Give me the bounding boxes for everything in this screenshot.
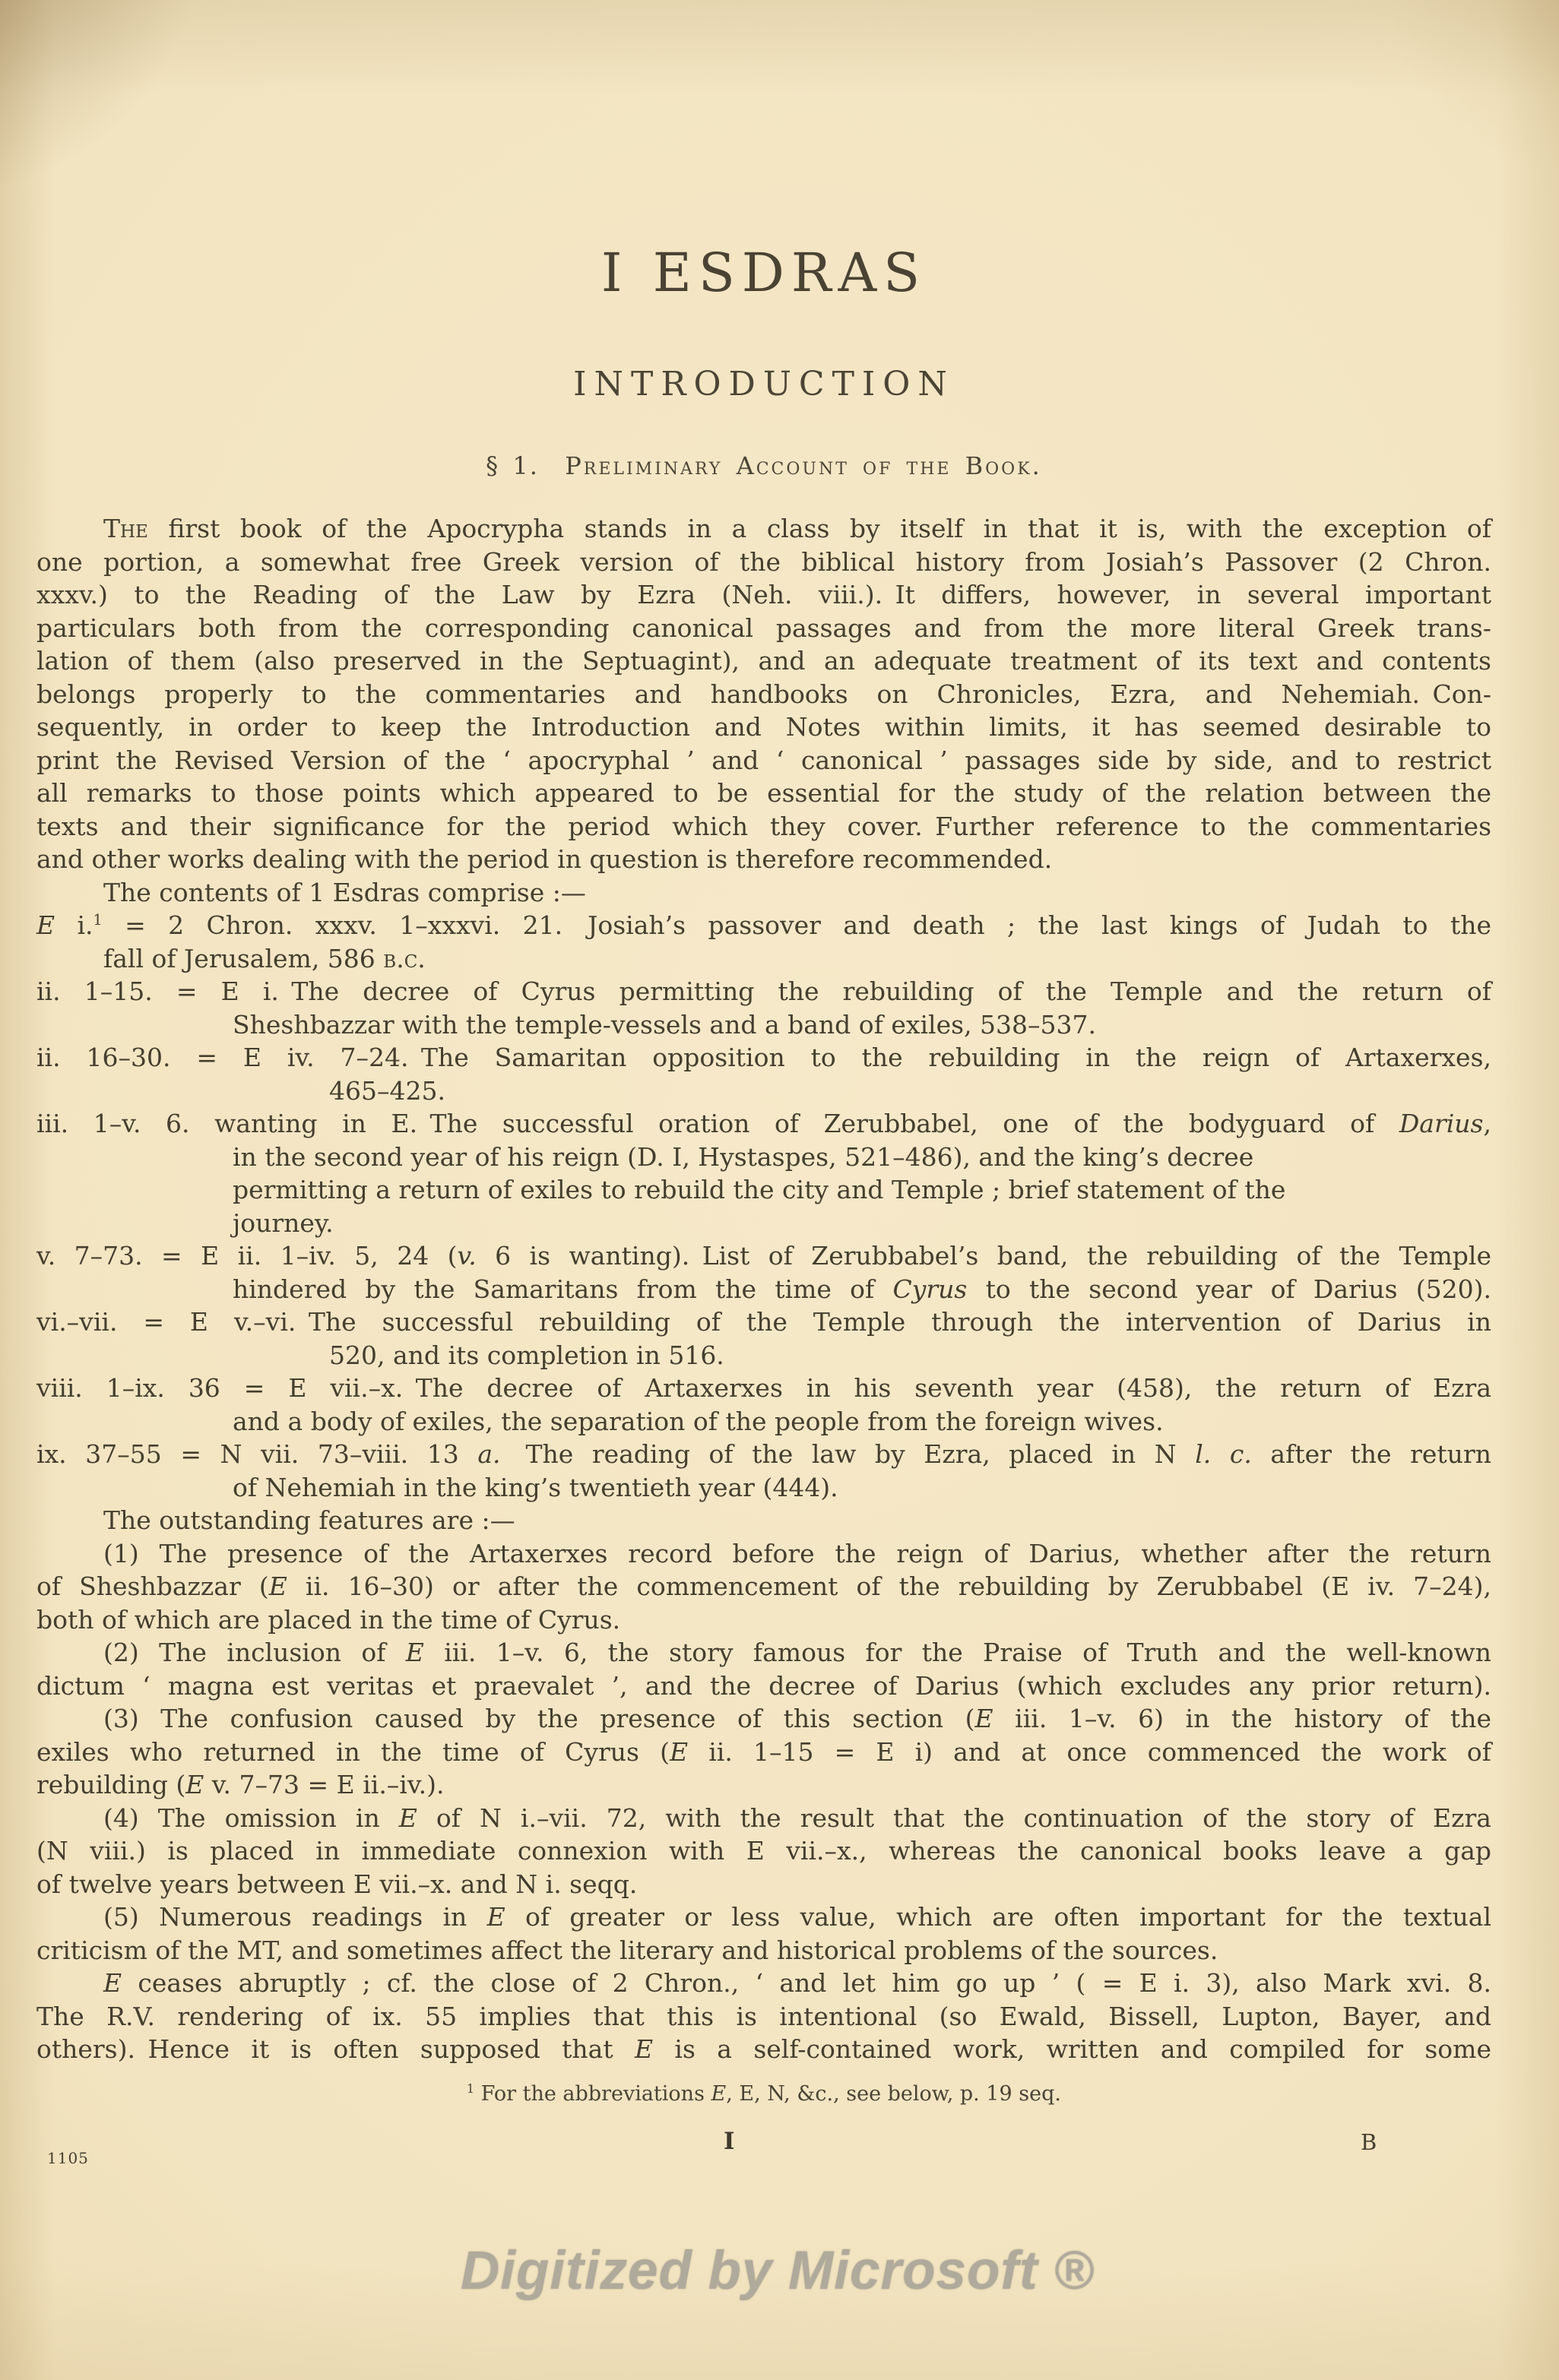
text-line: print the Revised Version of the ‘ apocryphal ’ and ‘ canonical ’ passages side by side, and to restrict — [36, 745, 1491, 775]
section-number: § 1. — [486, 451, 539, 480]
text-line: xxxv.) to the Reading of the Law by Ezra (Neh. viii.). It differs, however, in several important — [36, 580, 1491, 609]
page-title: I ESDRAS — [600, 242, 927, 304]
text-line: v. 7–73. = E ii. 1–iv. 5, 24 (v. 6 is wanting). List of Zerubbabel’s band, the rebuilding of the Temple — [36, 1241, 1491, 1271]
text-line: dictum ‘ magna est veritas et praevalet ’, and the decree of Darius (which excludes any prior return). — [36, 1670, 1491, 1701]
text-line: ii. 1–15. = E i. The decree of Cyrus permitting the rebuilding of the Temple and the return of — [36, 976, 1491, 1006]
body-text — [36, 512, 1491, 2066]
text-line: Sheshbazzar with the temple-vessels and a band of exiles, 538–537. — [233, 1009, 1097, 1040]
text-line: (2) The inclusion of E iii. 1–v. 6, the story famous for the Praise of Truth and the well-known — [103, 1638, 1491, 1667]
text-line: all remarks to those points which appeared to be essential for the study of the relation between the — [36, 778, 1491, 808]
page-subtitle: INTRODUCTION — [573, 365, 955, 404]
text-line: belongs properly to the commentaries and handbooks on Chronicles, Ezra, and Nehemiah. Con- — [36, 679, 1491, 709]
text-line: exiles who returned in the time of Cyrus (E ii. 1–15 = E i) and at once commenced the work of — [36, 1736, 1491, 1767]
text-line: (3) The confusion caused by the presence of this section (E iii. 1–v. 6) in the history of the — [103, 1704, 1491, 1733]
text-line: permitting a return of exiles to rebuild the city and Temple ; brief statement of the — [233, 1175, 1286, 1204]
text-line: 465–425. — [329, 1075, 445, 1106]
text-line: lation of them (also preserved in the Septuagint), and an adequate treatment of its text and contents — [36, 646, 1491, 676]
text-line: in the second year of his reign (D. I, Hystaspes, 521–486), and the king’s decree — [233, 1141, 1254, 1172]
text-line: viii. 1–ix. 36 = E vii.–x. The decree of Artaxerxes in his seventh year (458), the return of Ezra — [36, 1373, 1491, 1403]
text-line: vi.–vii. = E v.–vi. The successful rebuilding of the Temple through the intervention of Darius in — [36, 1307, 1491, 1337]
text-line: others). Hence it is often supposed that E is a self-contained work, written and compiled for some — [36, 2034, 1491, 2064]
text-line: (N viii.) is placed in immediate connexion with E vii.–x., whereas the canonical books leave a gap — [36, 1836, 1491, 1866]
text-line: ii. 16–30. = E iv. 7–24. The Samaritan opposition to the rebuilding in the reign of Artaxerxes, — [36, 1043, 1491, 1072]
section-title: Preliminary Account of the Book. — [565, 451, 1042, 480]
text-line: fall of Jerusalem, 586 b.c. — [103, 943, 426, 973]
text-line: one portion, a somewhat free Greek version of the biblical history from Josiah’s Passover (2 Chron. — [36, 546, 1491, 577]
text-line: criticism of the MT, and sometimes affect the literary and historical problems of the sources. — [36, 1935, 1218, 1965]
text-line: ix. 37–55 = N vii. 73–viii. 13 a. The reading of the law by Ezra, placed in N l. c. after the return — [36, 1439, 1491, 1469]
text-line: (4) The omission in E of N i.–vii. 72, with the result that the continuation of the story of Ezra — [103, 1802, 1491, 1833]
text-line: The R.V. rendering of ix. 55 implies that this is intentional (so Ewald, Bissell, Lupton, Bayer, and — [36, 2001, 1491, 2031]
text-line: and a body of exiles, the separation of the people from the foreign wives. — [233, 1406, 1164, 1436]
footnote: $^1$ For the abbreviations E, E, N, &c., see below, p. 19 seq. — [467, 2081, 1061, 2106]
text-line: The outstanding features are :— — [103, 1505, 515, 1535]
text-line: (1) The presence of the Artaxerxes record before the reign of Darius, whether after the return — [103, 1538, 1491, 1568]
digitization-watermark: Digitized by Microsoft ® — [461, 2241, 1095, 2301]
text-line: rebuilding (E v. 7–73 = E ii.–iv.). — [36, 1770, 445, 1799]
signature-mark-right: B — [1361, 2129, 1377, 2155]
text-line: of twelve years between E vii.–x. and N i. seqq. — [36, 1869, 638, 1899]
text-line: (5) Numerous readings in E of greater or less value, which are often important for the textual — [103, 1902, 1492, 1932]
text-line: E i.$^1$ = 2 Chron. xxxv. 1–xxxvi. 21. Josiah’s passover and death ; the last kings of Judah to the — [36, 910, 1491, 940]
text-line: of Nehemiah in the king’s twentieth year (444). — [233, 1472, 838, 1502]
text-line: journey. — [233, 1207, 334, 1238]
text-line: particulars both from the corresponding canonical passages and from the more literal Greek trans- — [36, 612, 1491, 643]
text-line: The first book of the Apocrypha stands in a class by itself in that it is, with the exception of — [103, 514, 1491, 543]
text-line: 520, and its completion in 516. — [329, 1340, 724, 1370]
section-heading — [36, 451, 1491, 480]
text-line: hindered by the Samaritans from the time of Cyrus to the second year of Darius (520). — [233, 1274, 1492, 1304]
signature-mark-left: 1105 — [47, 2149, 89, 2167]
text-line: texts and their significance for the period which they cover. Further reference to the commentaries — [36, 811, 1491, 841]
text-line: The contents of 1 Esdras comprise :— — [103, 877, 586, 907]
text-line: E ceases abruptly ; cf. the close of 2 Chron., ‘ and let him go up ’ ( = E i. 3), also Mark xvi. 8. — [103, 1968, 1491, 1998]
text-line: both of which are placed in the time of Cyrus. — [36, 1604, 621, 1635]
text-line: sequently, in order to keep the Introduction and Notes within limits, it has seemed desirable to — [36, 712, 1491, 742]
page-number: I — [724, 2128, 735, 2155]
text-line: iii. 1–v. 6. wanting in E. The successful oration of Zerubbabel, one of the bodyguard of Darius, — [36, 1109, 1491, 1138]
text-line: of Sheshbazzar (E ii. 16–30) or after the commencement of the rebuilding by Zerubbabel (E iv. 7–24), — [36, 1571, 1491, 1601]
text-line: and other works dealing with the period in question is therefore recommended. — [36, 844, 1053, 874]
